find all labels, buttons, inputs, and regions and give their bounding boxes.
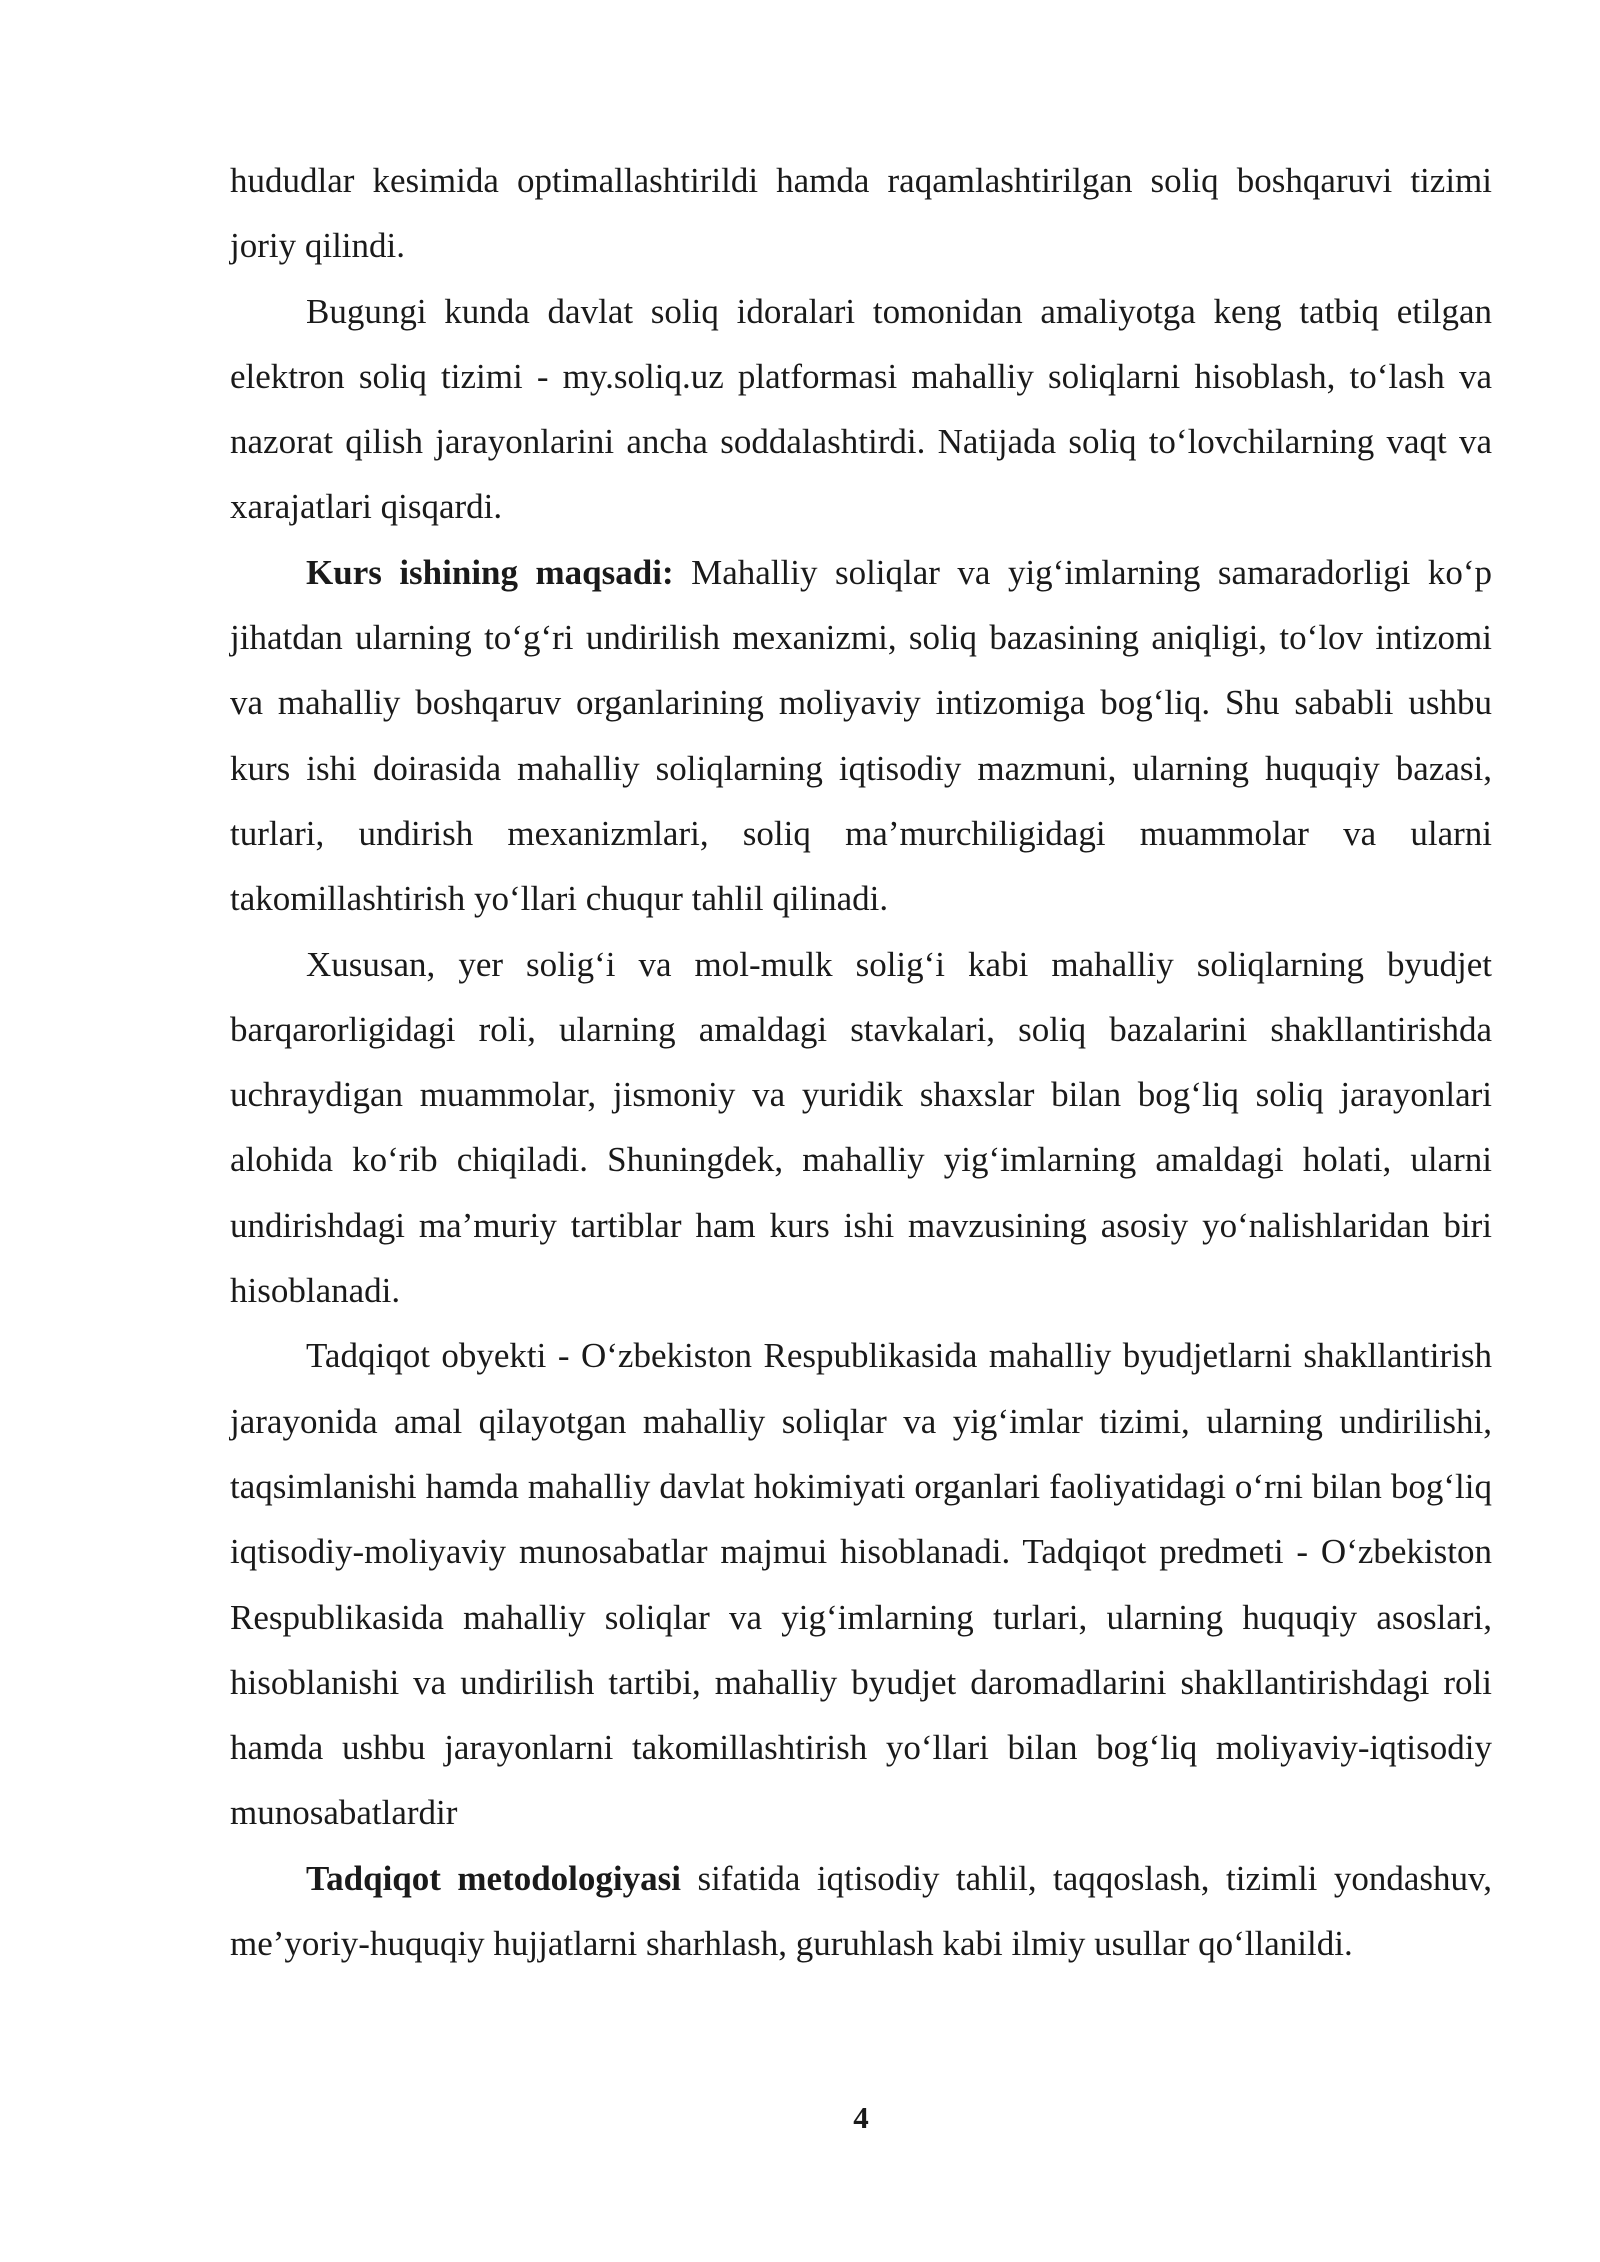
paragraph-continuation: [230, 148, 1492, 279]
paragraph-text: Tadqiqot obyekti - O‘zbekiston Respublikasida mahalliy byudjetlarni shakllantirish jarayonida amal qilayotgan mahalliy soliqlar va yig‘imlar tizimi, ularning undirilishi, taqsimlanishi hamda mahalliy davlat hokimiyati organlari faoliyatidagi o‘rni bilan bog‘liq iqtisodiy-moliyaviy munosabatlar majmui hisoblanadi. Tadqiqot predmeti - O‘zbekiston Respublikasida mahalliy soliqlar va yig‘imlarning turlari, ularning huquqiy asoslari, hisoblanishi va undirilish tartibi, mahalliy byudjet daromadlarini shakllantirishdagi roli hamda ushbu jarayonlarni takomillashtirish yo‘llari bilan bog‘liq moliyaviy-iqtisodiy munosabatlardir: [230, 1336, 1492, 1833]
paragraph-text: hududlar kesimida optimallashtirildi hamda raqamlashtirilgan soliq boshqaruvi tizimi joriy qilindi.: [230, 161, 1492, 266]
paragraph-heading-methodology: Tadqiqot metodologiyasi: [306, 1858, 681, 1898]
paragraph-course-goal: [230, 540, 1492, 932]
paragraph-research-object: [230, 1323, 1492, 1845]
paragraph-local-taxes-detail: [230, 932, 1492, 1324]
paragraph-research-methodology: [230, 1846, 1492, 1977]
page-body: [230, 148, 1492, 1976]
paragraph-text: Bugungi kunda davlat soliq idoralari tomonidan amaliyotga keng tatbiq etilgan elektron soliq tizimi - my.soliq.uz platformasi mahalliy soliqlarni hisoblash, to‘lash va nazorat qilish jarayonlarini ancha soddalashtirdi. Natijada soliq to‘lovchilarning vaqt va xarajatlari qisqardi.: [230, 291, 1492, 527]
paragraph-text: sifatida iqtisodiy tahlil, taqqoslash, tizimli yondashuv, me’yoriy-huquqiy hujjatlarni sharhlash, guruhlash kabi ilmiy usullar qo‘llanildi.: [230, 1858, 1492, 1964]
paragraph-text: Mahalliy soliqlar va yig‘imlarning samaradorligi ko‘p jihatdan ularning to‘g‘ri undirilish mexanizmi, soliq bazasining aniqligi, to‘lov intizomi va mahalliy boshqaruv organlarining moliyaviy intizomiga bog‘liq. Shu sababli ushbu kurs ishi doirasida mahalliy soliqlarning iqtisodiy mazmuni, ularning huquqiy bazasi, turlari, undirish mexanizmlari, soliq ma’murchiligidagi muammolar va ularni takomillashtirish yo‘llari chuqur tahlil qilinadi.: [230, 552, 1492, 919]
paragraph-text: Xususan, yer solig‘i va mol-mulk solig‘i kabi mahalliy soliqlarning byudjet barqarorligidagi roli, ularning amaldagi stavkalari, soliq bazalarini shakllantirishda uchraydigan muammolar, jismoniy va yuridik shaxslar bilan bog‘liq soliq jarayonlari alohida ko‘rib chiqiladi. Shuningdek, mahalliy yig‘imlarning amaldagi holati, ularni undirishdagi ma’muriy tartiblar ham kurs ishi mavzusining asosiy yo‘nalishlaridan biri hisoblanadi.: [230, 944, 1492, 1311]
page-number: 4: [853, 2100, 869, 2135]
paragraph-electronic-tax-system: [230, 279, 1492, 540]
paragraph-heading-course-goal: Kurs ishining maqsadi:: [306, 552, 674, 592]
